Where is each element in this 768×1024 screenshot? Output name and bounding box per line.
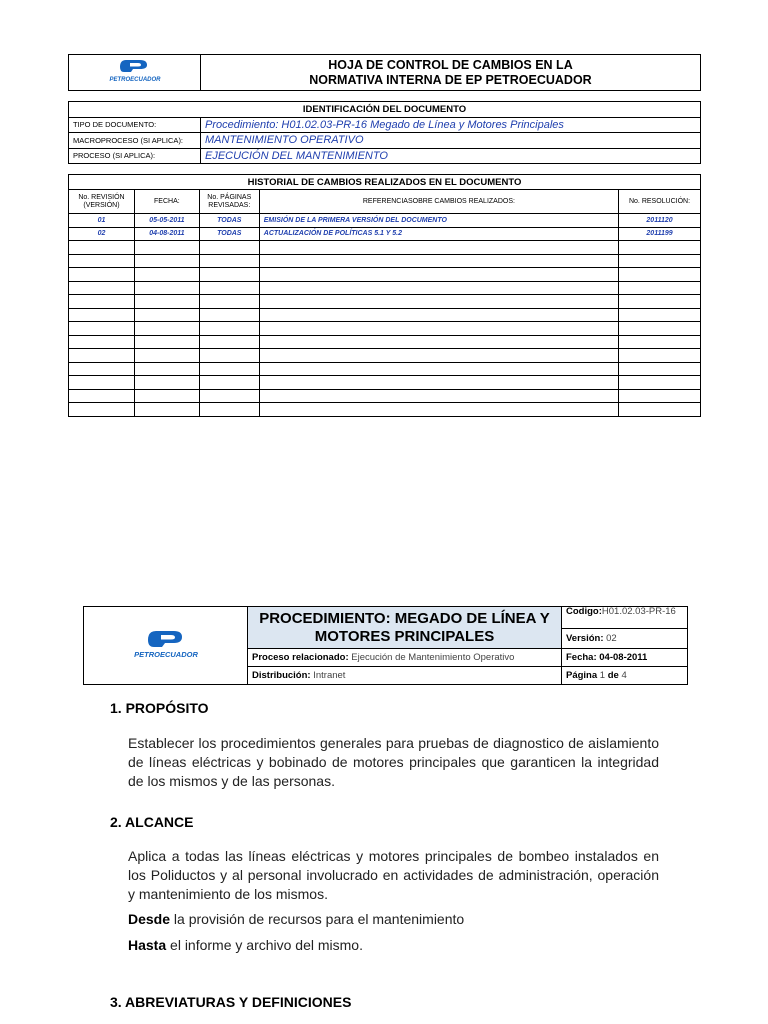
- pagina-label: Página: [566, 669, 598, 681]
- version-label: Versión:: [566, 633, 604, 644]
- procedure-header: [83, 606, 688, 685]
- empty-row: [69, 268, 701, 282]
- col-revision: No. REVISIÓN (VERSIÓN): [69, 190, 135, 214]
- empty-row: [69, 322, 701, 336]
- section-2-text: Aplica a todas las líneas eléctricas y motores principales de bombeo instalados en los Poliductos y al personal involucrado en actividades de administración, operación y mantenimiento de los mismos.: [128, 848, 659, 902]
- history-heading: HISTORIAL DE CAMBIOS REALIZADOS EN EL DOCUMENTO: [69, 175, 701, 190]
- date-cell: 05-05-2011: [134, 214, 199, 228]
- identification-table: [68, 101, 701, 164]
- petroecuador-logo: [84, 607, 248, 685]
- macroprocess-label: MACROPROCESO (SI APLICA):: [69, 133, 201, 149]
- related-process-label: Proceso relacionado:: [252, 652, 349, 663]
- title-line-1: HOJA DE CONTROL DE CAMBIOS EN LA: [328, 57, 573, 72]
- petroecuador-logo: [69, 55, 201, 91]
- procedure-title: PROCEDIMIENTO: MEGADO DE LÍNEA Y MOTORES PRINCIPALES: [248, 607, 562, 649]
- fecha-label: Fecha:: [566, 651, 597, 663]
- hasta-label: Hasta: [128, 937, 167, 953]
- date-cell: 04-08-2011: [134, 227, 199, 241]
- macroprocess-value: MANTENIMIENTO OPERATIVO: [201, 133, 701, 149]
- table-row: [69, 227, 701, 241]
- fecha-cell: [562, 649, 688, 667]
- process-label: PROCESO (SI APLICA):: [69, 148, 201, 164]
- related-process-cell: [248, 649, 562, 667]
- empty-row: [69, 349, 701, 363]
- empty-row: [69, 362, 701, 376]
- empty-row: [69, 254, 701, 268]
- fecha-value: 04-08-2011: [599, 651, 648, 663]
- pagina-cell: [562, 667, 688, 685]
- document-title: [201, 55, 701, 91]
- empty-row: [69, 308, 701, 322]
- codigo-cell: [562, 607, 688, 649]
- reference-cell: ACTUALIZACIÓN DE POLÍTICAS 5.1 Y 5.2: [259, 227, 618, 241]
- empty-row: [69, 241, 701, 255]
- codigo-value: H01.02.03-PR-16: [601, 606, 676, 617]
- pagina-total: 4: [621, 669, 627, 681]
- title-line-2: NORMATIVA INTERNA DE EP PETROECUADOR: [309, 72, 592, 87]
- col-date: FECHA:: [134, 190, 199, 214]
- pages-cell: TODAS: [199, 214, 259, 228]
- empty-row: [69, 295, 701, 309]
- distribution-cell: [248, 667, 562, 685]
- resolution-cell: 2011120: [619, 214, 701, 228]
- change-control-header: [68, 54, 701, 91]
- doc-type-value: Procedimiento: H01.02.03-PR-16 Megado de Línea y Motores Principales: [201, 117, 701, 133]
- table-row: [69, 214, 701, 228]
- pages-cell: TODAS: [199, 227, 259, 241]
- section-1-title: 1. PROPÓSITO: [110, 700, 209, 716]
- section-2-title: 2. ALCANCE: [110, 814, 194, 830]
- svg-text:PETROECUADOR: PETROECUADOR: [133, 650, 198, 659]
- change-history-table: [68, 174, 701, 417]
- distribution-value: Intranet: [313, 670, 346, 681]
- process-value: EJECUCIÓN DEL MANTENIMIENTO: [201, 148, 701, 164]
- resolution-cell: 2011199: [619, 227, 701, 241]
- col-pages: No. PÁGINAS REVISADAS:: [199, 190, 259, 214]
- pagina-value: 1: [599, 669, 606, 681]
- desde-text: la provisión de recursos para el mantenimiento: [173, 911, 465, 927]
- identification-heading: IDENTIFICACIÓN DEL DOCUMENTO: [69, 102, 701, 118]
- col-resolution: No. RESOLUCIÓN:: [619, 190, 701, 214]
- section-3-title: 3. ABREVIATURAS Y DEFINICIONES: [110, 994, 352, 1010]
- desde-label: Desde: [128, 911, 171, 927]
- revision-cell: 02: [69, 227, 135, 241]
- desde-line: [128, 910, 659, 929]
- empty-row: [69, 389, 701, 403]
- petroecuador-logo-icon: [124, 628, 208, 660]
- empty-row: [69, 376, 701, 390]
- revision-cell: 01: [69, 214, 135, 228]
- hasta-line: [128, 936, 659, 955]
- svg-text:PETROECUADOR: PETROECUADOR: [108, 77, 161, 83]
- section-1-text: Establecer los procedimientos generales para pruebas de diagnostico de aislamiento de líneas eléctricas y bobinado de motores principales que garanticen la integridad de los mismos y de las personas.: [128, 735, 659, 789]
- related-process-value: Ejecución de Mantenimiento Operativo: [351, 652, 515, 663]
- hasta-text: el informe y archivo del mismo.: [170, 937, 363, 953]
- petroecuador-logo-icon: [100, 57, 170, 83]
- pagina-of: de: [607, 669, 619, 681]
- empty-row: [69, 335, 701, 349]
- codigo-label: Codigo:: [566, 606, 602, 617]
- empty-row: [69, 403, 701, 417]
- empty-row: [69, 281, 701, 295]
- col-reference: REFERENCIASOBRE CAMBIOS REALIZADOS:: [259, 190, 618, 214]
- version-value: 02: [606, 633, 617, 644]
- distribution-label: Distribución:: [252, 670, 311, 681]
- doc-type-label: TIPO DE DOCUMENTO:: [69, 117, 201, 133]
- reference-cell: EMISIÓN DE LA PRIMERA VERSIÓN DEL DOCUMENTO: [259, 214, 618, 228]
